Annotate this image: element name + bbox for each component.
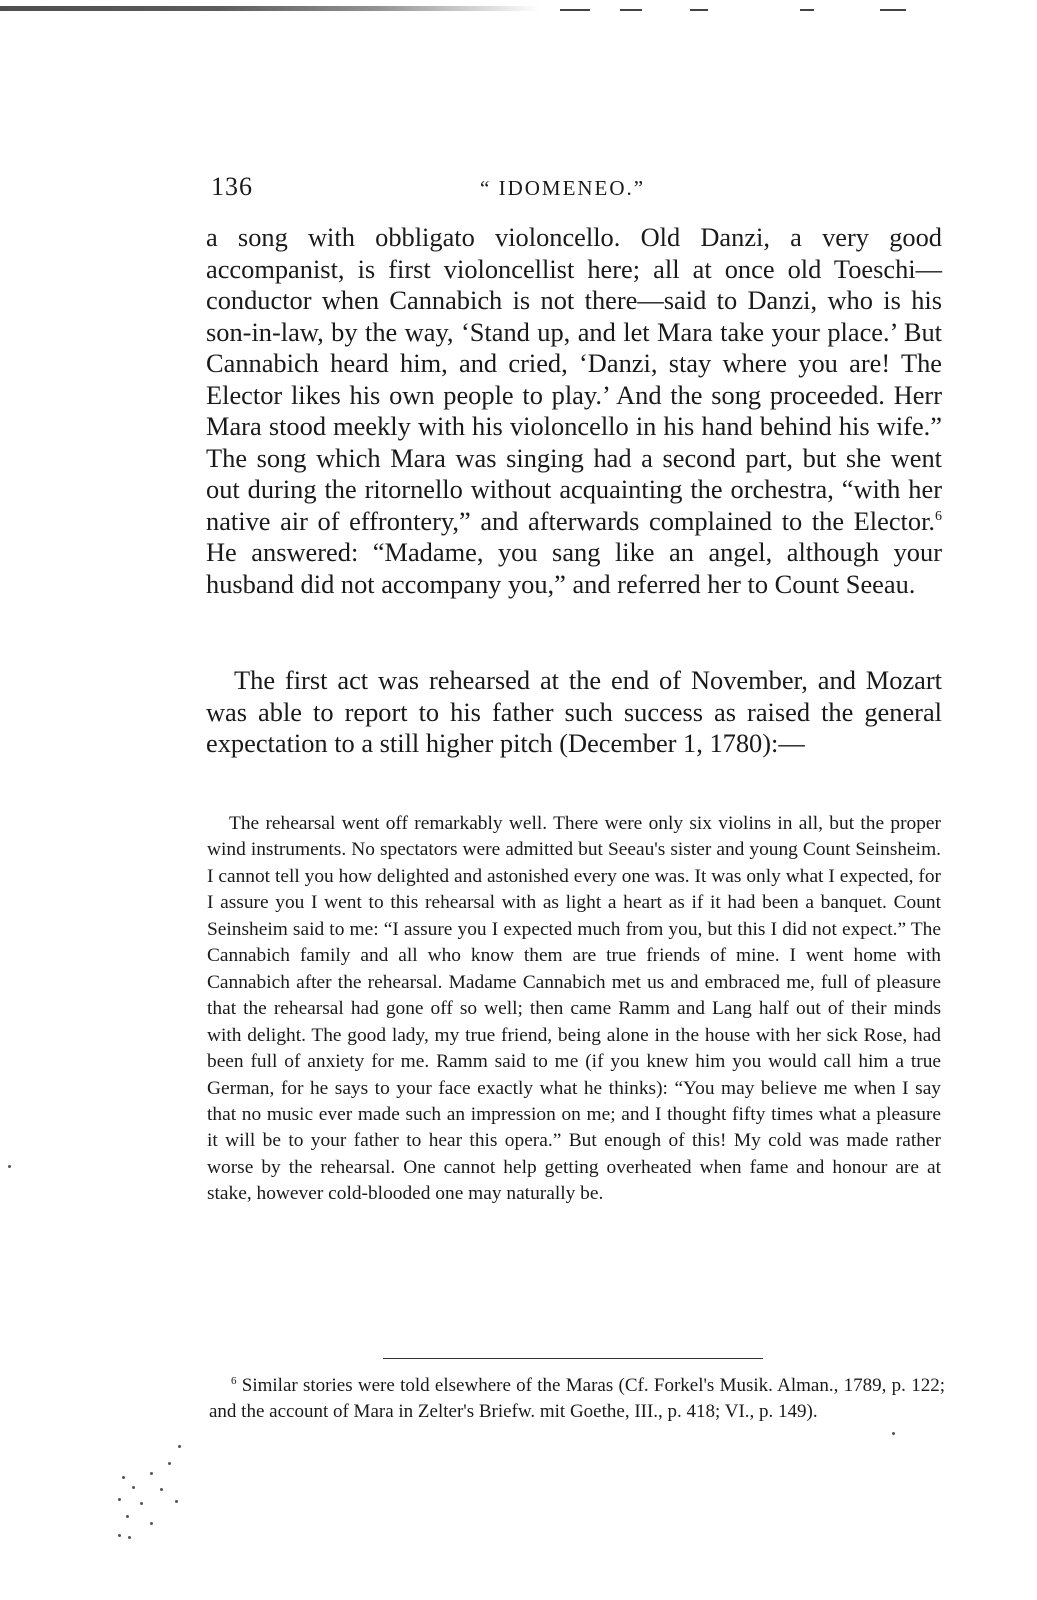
scan-speck: [178, 1445, 181, 1448]
footnote: [209, 1373, 945, 1425]
scan-speck: [168, 1462, 171, 1465]
footnote-text: Similar stories were told elsewhere of the Maras (Cf. Forkel's Musik. Alman., 1789, p. 122; and the account of Mara in Zelter's Briefw. mit Goethe, III., p. 418; VI., p. 149).: [209, 1375, 945, 1422]
scan-speck: [122, 1476, 125, 1479]
scan-artifact-dash: [800, 9, 814, 11]
footnote-reference: 6: [935, 508, 942, 524]
scan-artifact-streak: [0, 6, 540, 11]
scan-speck: [126, 1515, 129, 1518]
page-number: 136: [211, 172, 253, 201]
footnote-divider: [383, 1358, 763, 1359]
scan-artifact-dash: [690, 9, 708, 11]
scan-speck: [175, 1500, 178, 1503]
running-title: “ IDOMENEO.”: [480, 176, 646, 200]
scan-artifact-dash: [880, 9, 906, 11]
scan-speck: [128, 1536, 131, 1539]
scan-artifact-dash: [620, 9, 642, 11]
footnote-marker: 6: [231, 1375, 237, 1387]
scan-speck: [150, 1472, 153, 1475]
scan-speck: [150, 1522, 153, 1525]
scan-speck: [160, 1488, 163, 1491]
scan-speck: [140, 1502, 143, 1505]
paragraph-1-tail: He answered: “Madame, you sang like an angel, although your husband did not accompany you,” and referred her to Count Seeau.: [206, 537, 942, 599]
letter-quotation: The rehearsal went off remarkably well. There were only six violins in all, but the proper wind instruments. No spectators were admitted but Seeau's sister and young Count Seinsheim. I cannot tell you how delighted and astonished every one was. It was only what I expected, for I assure you I went to this rehearsal with as light a heart as if it had been a banquet. Count Seinsheim said to me: “I assure you I expected much from you, but this I did not expect.” The Cannabich family and all who know them are true friends of mine. I went home with Cannabich after the rehearsal. Madame Cannabich met us and embraced me, full of pleasure that the rehearsal had gone off so well; then came Ramm and Lang half out of their minds with delight. The good lady, my true friend, being alone in the house with her sick Rose, had been full of anxiety for me. Ramm said to me (if you knew him you would call him a true German, for he says to your face exactly what he thinks): “You may believe me when I say that no music ever made such an impression on me; and I thought fifty times what a pleasure it will be to your father to hear this opera.” But enough of this! My cold was made rather worse by the rehearsal. One cannot help getting overheated when fame and honour are at stake, however cold-blooded one may naturally be.: [207, 813, 941, 1205]
scan-speck: [118, 1498, 121, 1501]
page-header: [208, 172, 942, 212]
scan-speck: [892, 1432, 895, 1435]
scan-speck: [118, 1534, 121, 1537]
scan-speck: [8, 1165, 11, 1168]
scan-speck: [132, 1486, 135, 1489]
scan-artifact-dash: [560, 9, 590, 11]
body-paragraph-2: The first act was rehearsed at the end of November, and Mozart was able to report to his father such success as raised the general expectation to a still higher pitch (December 1, 1780):—: [206, 665, 942, 758]
body-paragraph-1: [206, 222, 942, 600]
paragraph-1-text: a song with obbligato violoncello. Old Danzi, a very good accompanist, is first violoncellist here; all at once old Toeschi—conductor when Cannabich is not there—said to Danzi, who is his son-in-law, by the way, ‘Stand up, and let Mara take your place.’ But Cannabich heard him, and cried, ‘Danzi, stay where you are! The Elector likes his own people to play.’ And the song proceeded. Herr Mara stood meekly with his violoncello in his hand behind his wife.” The song which Mara was singing had a second part, but she went out during the ritornello without acquainting the orchestra, “with her native air of effrontery,” and afterwards complained to the Elector.: [206, 222, 942, 536]
